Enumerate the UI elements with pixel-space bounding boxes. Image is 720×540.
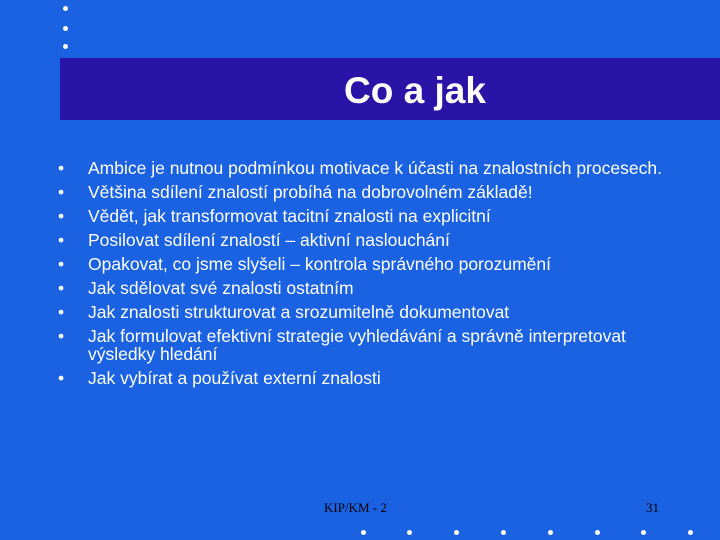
- decorative-dot: [63, 26, 68, 31]
- page-number: 31: [646, 500, 659, 515]
- bullet-item: • Vědět, jak transformovat tacitní znalosti na explicitní: [56, 207, 696, 225]
- bullet-item: • Jak sdělovat své znalosti ostatním: [56, 279, 696, 297]
- bullet-item: • Jak vybírat a používat externí znalosti: [56, 369, 696, 387]
- bullet-item: • Většina sdílení znalostí probíhá na dobrovolném základě!: [56, 183, 696, 201]
- decorative-dot: [63, 6, 68, 11]
- decorative-dot: [361, 530, 366, 535]
- bullet-item: • Jak formulovat efektivní strategie vyhledávání a správně interpretovat výsledky hledání: [56, 327, 696, 363]
- bullet-item: • Posilovat sdílení znalostí – aktivní naslouchání: [56, 231, 696, 249]
- slide-title: Co a jak: [344, 70, 486, 111]
- bullet-item: • Jak znalosti strukturovat a srozumitelně dokumentovat: [56, 303, 696, 321]
- decorative-dot: [454, 530, 459, 535]
- decorative-dot: [595, 530, 600, 535]
- bullet-item: • Opakovat, co jsme slyšeli – kontrola správného porozumění: [56, 255, 696, 273]
- decorative-dot: [63, 44, 68, 49]
- footer-label: KIP/KM - 2: [324, 500, 387, 515]
- decorative-dot: [641, 530, 646, 535]
- decorative-dot: [688, 530, 693, 535]
- bullet-list: [56, 159, 696, 393]
- title-band: [60, 58, 720, 120]
- decorative-dot: [548, 530, 553, 535]
- bullet-item: • Ambice je nutnou podmínkou motivace k účasti na znalostních procesech.: [56, 159, 696, 177]
- decorative-dot: [407, 530, 412, 535]
- decorative-dot: [501, 530, 506, 535]
